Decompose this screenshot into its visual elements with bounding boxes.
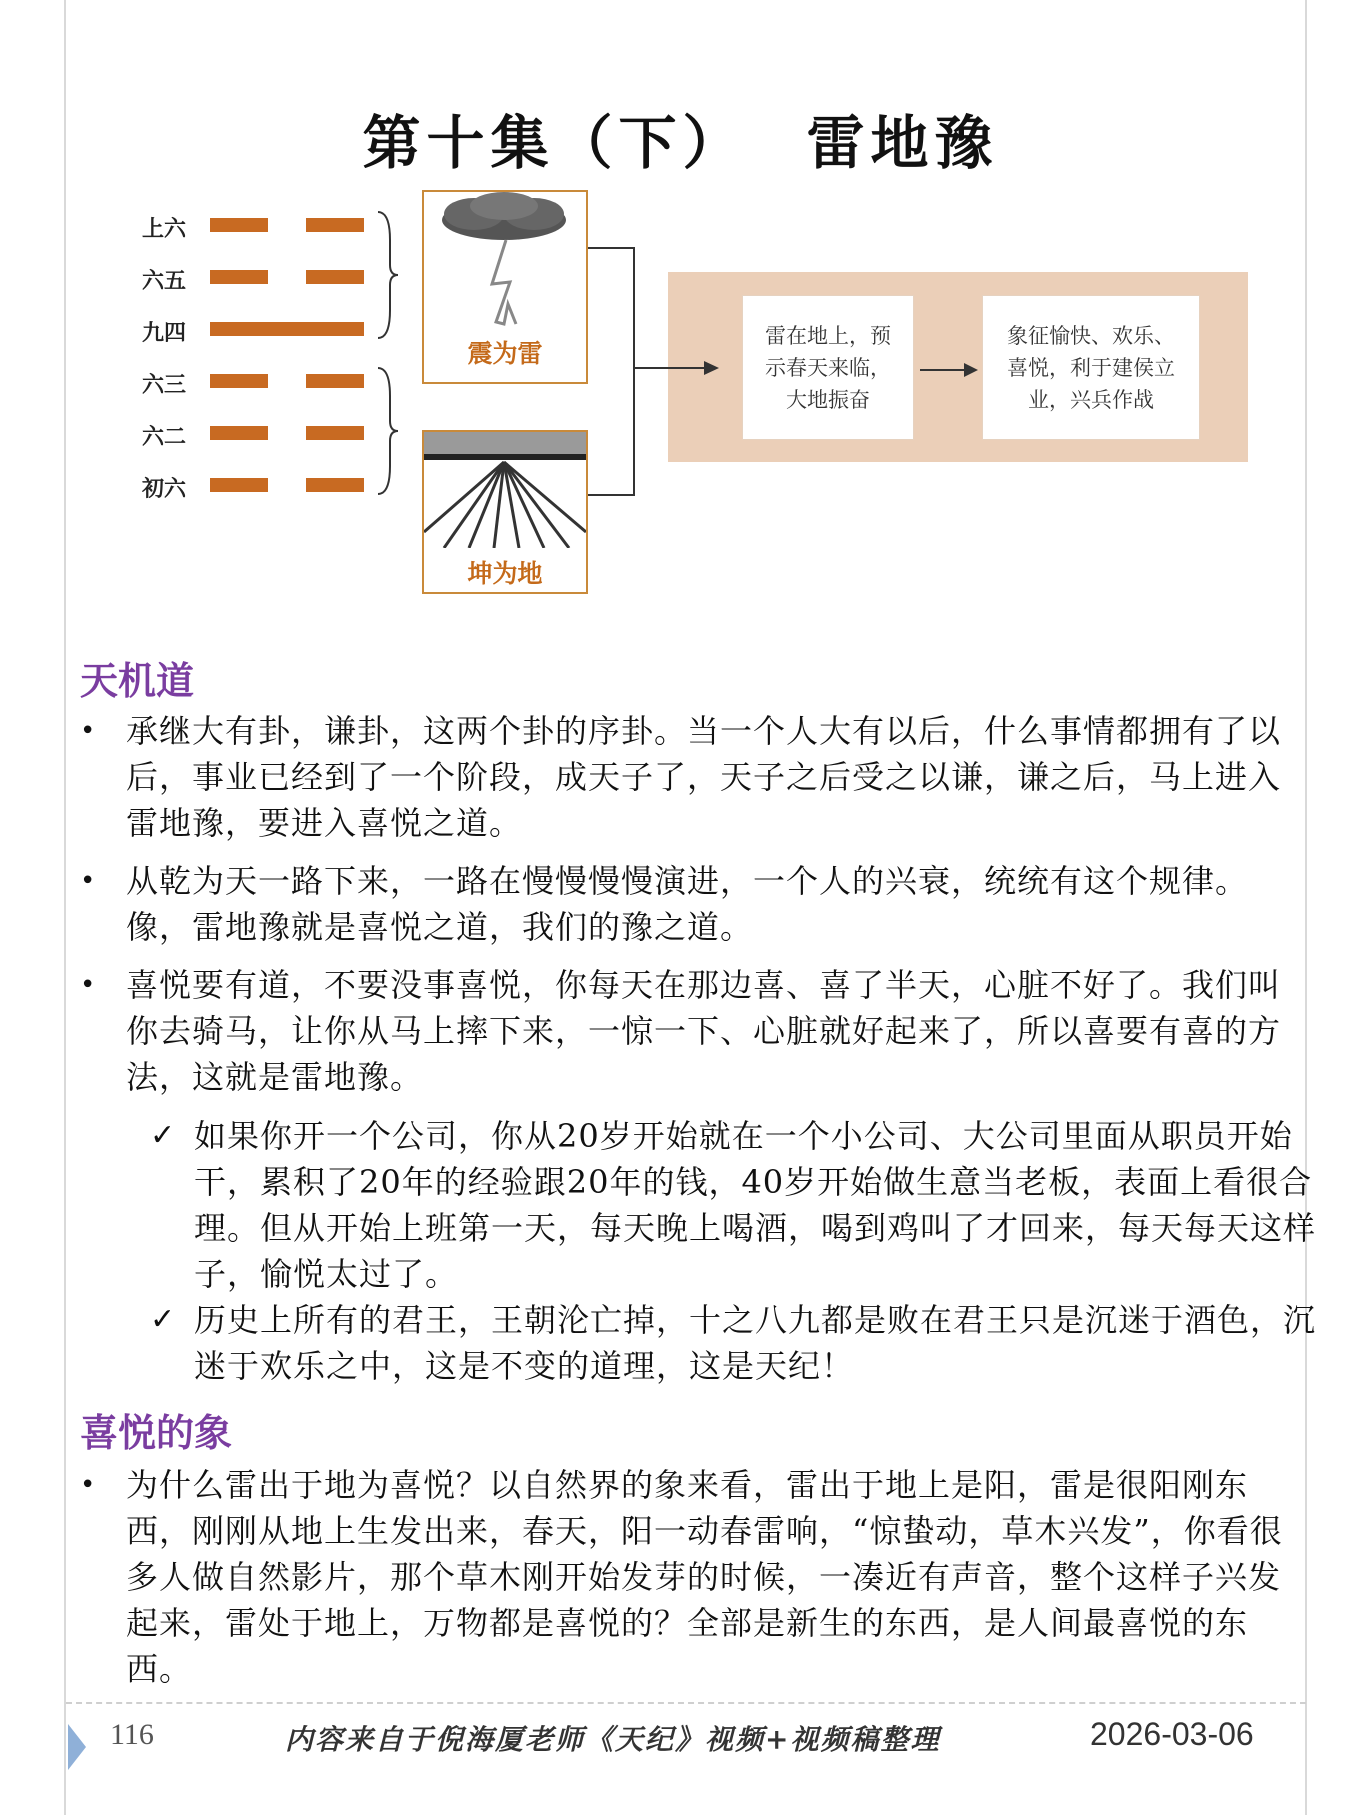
section1-bullets (78, 708, 1308, 1112)
yin-bar-right (306, 426, 364, 440)
list-item (78, 962, 1308, 1100)
section-heading-tianjidao: 天机道 (80, 658, 195, 703)
triangle-icon (66, 1722, 88, 1772)
check-item (150, 1113, 1320, 1297)
yin-bar-left (210, 426, 268, 440)
lower-brace (376, 366, 400, 496)
bullet-dot-icon: • (80, 866, 97, 896)
upper-brace (376, 210, 400, 340)
earth-image-box (422, 430, 588, 594)
yin-bar-right (306, 374, 364, 388)
meaning-box: 雷在地上，预示春天来临，大地振奋 (742, 295, 914, 440)
bullet-dot-icon: • (80, 716, 97, 746)
yin-bar-left (210, 478, 268, 492)
thunder-cloud-icon (424, 192, 586, 332)
yin-bar-right (306, 218, 364, 232)
symbolism-box: 象征愉快、欢乐、喜悦，利于建侯立业，兴兵作战 (982, 295, 1200, 440)
line-label-3: 九四 (142, 321, 187, 346)
list-item (78, 708, 1308, 846)
bullet-dot-icon: • (80, 1470, 97, 1500)
yin-bar-left (210, 270, 268, 284)
list-item (78, 858, 1308, 950)
check-text: 如果你开一个公司，你从20岁开始就在一个小公司、大公司里面从职员开始干，累积了20年的经验跟20年的钱，40岁开始做生意当老板，表面上看很合理。但从开始上班第一天，每天晚上喝酒，喝到鸡叫了才回来，每天每天这样子，愉悦太过了。 (194, 1117, 1317, 1293)
line-label-4: 六三 (142, 373, 187, 398)
title-part2: 雷地豫 (806, 109, 999, 177)
yin-bar-right (306, 270, 364, 284)
arrow-icon (918, 360, 980, 380)
yang-bar (210, 322, 364, 336)
hexagram-diagram (120, 190, 1250, 630)
line-label-5: 六二 (142, 425, 187, 450)
page-title (0, 96, 1361, 180)
line-label-2: 六五 (142, 269, 187, 294)
section2-bullets (78, 1462, 1308, 1704)
check-text: 历史上所有的君王，王朝沦亡掉，十之八九都是败在君王只是沉迷于酒色，沉迷于欢乐之中，这是不变的道理，这是天纪！ (194, 1301, 1317, 1385)
check-item (150, 1297, 1320, 1389)
bullet-dot-icon: • (80, 970, 97, 1000)
yin-bar-left (210, 374, 268, 388)
checkmark-icon: ✓ (150, 1118, 177, 1153)
bullet-text: 喜悦要有道，不要没事喜悦，你每天在那边喜、喜了半天，心脏不好了。我们叫你去骑马，让你从马上摔下来，一惊一下、心脏就好起来了，所以喜要有喜的方法，这就是雷地豫。 (126, 966, 1282, 1096)
title-part1: 第十集（下） (362, 109, 747, 177)
checkmark-icon: ✓ (150, 1302, 177, 1337)
footer-date: 2026-03-06 (1090, 1716, 1254, 1752)
line-label-6: 初六 (142, 477, 187, 502)
footer-source: 内容来自于倪海厦老师《天纪》视频+视频稿整理 (285, 1723, 941, 1756)
yin-bar-right (306, 478, 364, 492)
section1-checks (150, 1113, 1320, 1389)
yin-bar-left (210, 218, 268, 232)
thunder-image-box (422, 190, 588, 384)
bullet-text: 承继大有卦，谦卦，这两个卦的序卦。当一个人大有以后，什么事情都拥有了以后，事业已经到了一个阶段，成天子了，天子之后受之以谦，谦之后，马上进入雷地豫，要进入喜悦之道。 (126, 712, 1282, 842)
bullet-text: 为什么雷出于地为喜悦？以自然界的象来看，雷出于地上是阳，雷是很阳刚东西，刚刚从地上生发出来，春天，阳一动春雷响，“惊蛰动，草木兴发”，你看很多人做自然影片，那个草木刚开始发芽的时候，一凑近有声音，整个这样子兴发起来，雷处于地上，万物都是喜悦的？全部是新生的东西，是人间最喜悦的东西。 (126, 1466, 1283, 1688)
footer-divider (66, 1702, 1306, 1704)
field-icon (424, 432, 586, 548)
section-heading-xiyue: 喜悦的象 (80, 1410, 233, 1455)
thunder-caption: 震为雷 (467, 339, 543, 368)
page-border-left (64, 0, 66, 1815)
earth-caption: 坤为地 (467, 559, 543, 588)
list-item (78, 1462, 1308, 1692)
bullet-text: 从乾为天一路下来，一路在慢慢慢慢演进，一个人的兴衰，统统有这个规律。像，雷地豫就是喜悦之道，我们的豫之道。 (126, 862, 1249, 946)
line-label-1: 上六 (142, 217, 187, 242)
page-number: 116 (110, 1718, 154, 1751)
